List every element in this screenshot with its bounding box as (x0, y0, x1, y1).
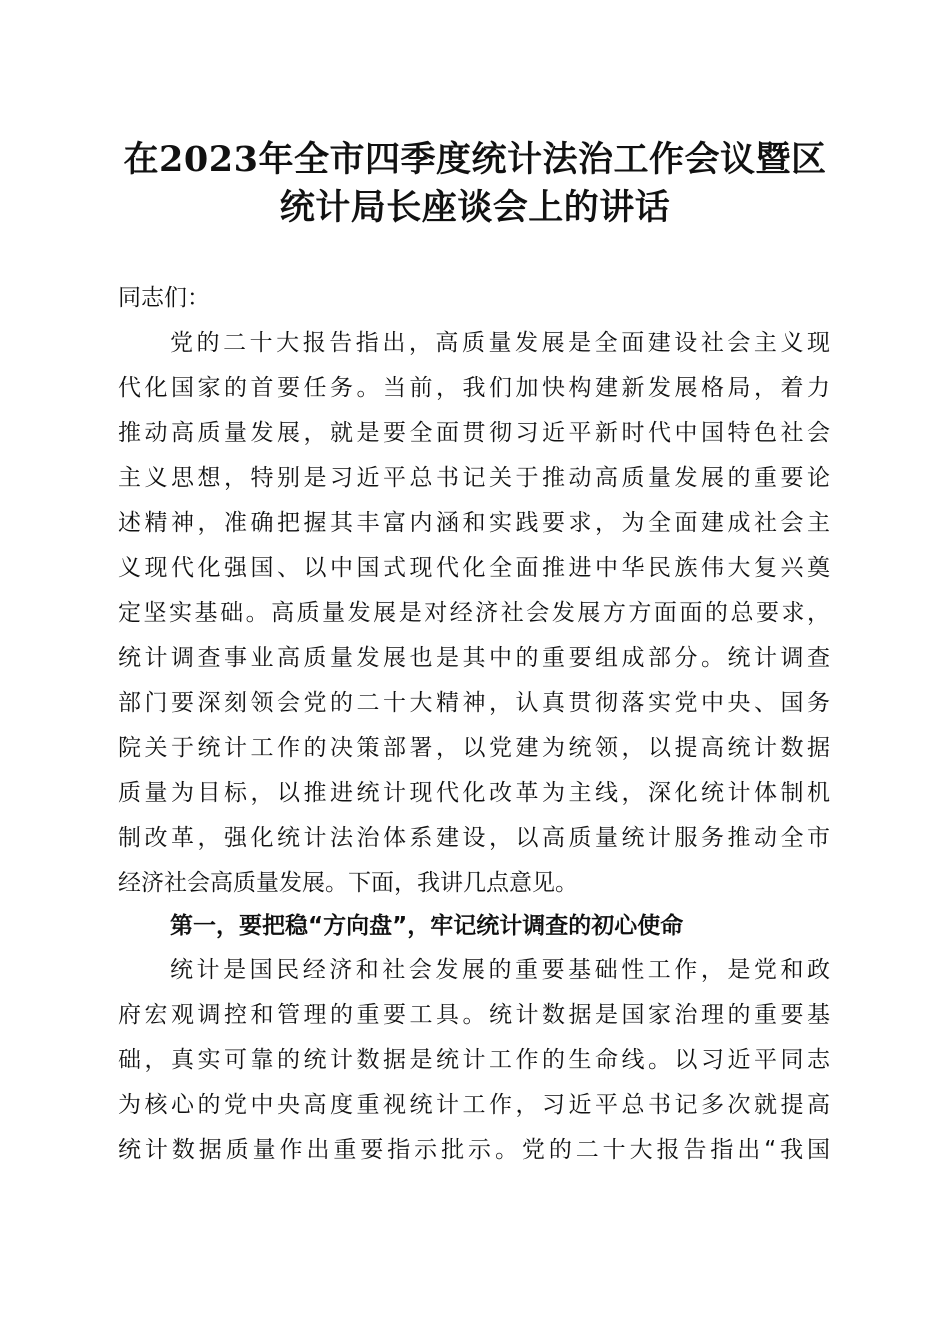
document-title-line-1: 在2023年全市四季度统计法治工作会议暨区 (123, 139, 827, 180)
paragraph-line: 党的二十大报告指出，高质量发展是全面建设社会主义现 (170, 330, 830, 356)
paragraph-line: 础，真实可靠的统计数据是统计工作的生命线。以习近平同志 (118, 1047, 830, 1073)
paragraph-line: 统计是国民经济和社会发展的重要基础性工作，是党和政 (170, 957, 830, 983)
paragraph-line: 质量为目标，以推进统计现代化改革为主线，深化统计体制机 (118, 780, 830, 806)
paragraph-line: 经济社会高质量发展。下面，我讲几点意见。 (118, 870, 578, 896)
paragraph-line: 府宏观调控和管理的重要工具。统计数据是国家治理的重要基 (118, 1002, 830, 1028)
paragraph-line: 统计调查事业高质量发展也是其中的重要组成部分。统计调查 (118, 645, 830, 671)
paragraph-line: 制改革，强化统计法治体系建设，以高质量统计服务推动全市 (118, 825, 830, 851)
paragraph-line: 主义思想，特别是习近平总书记关于推动高质量发展的重要论 (118, 465, 830, 491)
paragraph-line: 定坚实基础。高质量发展是对经济社会发展方方面面的总要求， (118, 600, 830, 626)
paragraph-line: 推动高质量发展，就是要全面贯彻习近平新时代中国特色社会 (118, 420, 830, 446)
paragraph-line: 为核心的党中央高度重视统计工作，习近平总书记多次就提高 (118, 1092, 830, 1118)
salutation: 同志们： (118, 285, 210, 311)
paragraph-line: 院关于统计工作的决策部署，以党建为统领，以提高统计数据 (118, 735, 830, 761)
paragraph-line: 代化国家的首要任务。当前，我们加快构建新发展格局，着力 (118, 375, 830, 401)
paragraph-line: 部门要深刻领会党的二十大精神，认真贯彻落实党中央、国务 (118, 690, 830, 716)
section-heading: 第一，要把稳“方向盘”，牢记统计调查的初心使命 (170, 913, 684, 939)
paragraph-line: 统计数据质量作出重要指示批示。党的二十大报告指出“我国 (118, 1137, 830, 1163)
paragraph-line: 义现代化强国、以中国式现代化全面推进中华民族伟大复兴奠 (118, 555, 830, 581)
document-title-line-2: 统计局长座谈会上的讲话 (279, 187, 671, 228)
paragraph-line: 述精神，准确把握其丰富内涵和实践要求，为全面建成社会主 (118, 510, 830, 536)
